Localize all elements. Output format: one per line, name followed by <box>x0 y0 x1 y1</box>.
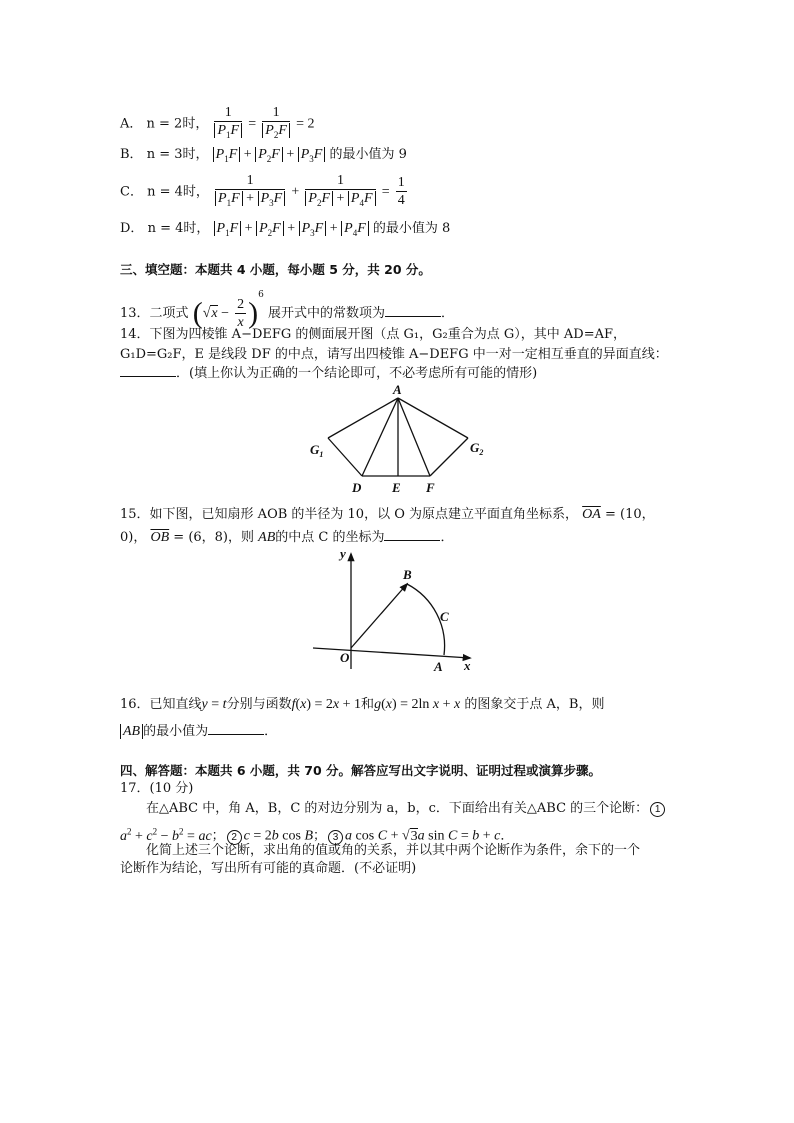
q17-line1-text: 在△ABC 中，角 A，B，C 的对边分别为 a，b，c．下面给出有关△ABC 的三个论断： <box>146 801 649 816</box>
choice-c-quarter: $\frac{1}{4}$ <box>397 175 405 209</box>
q14-answer-blank <box>120 364 176 377</box>
q16-p2: 分别与函数 <box>226 697 292 712</box>
q17-line3: 化简上述三个论断，求出角的值或角的关系，并以其中两个论断作为条件，余下的一个 <box>146 843 641 858</box>
label-g2: $G_2$ <box>470 440 484 457</box>
edge-g1-d <box>328 438 362 476</box>
q16-p4: 的图象交于点 A，B，则 <box>464 697 605 712</box>
q17-line4: 论断作为结论，写出所有可能的真命题．(不必证明) <box>120 861 417 876</box>
q15-line1 <box>120 506 655 524</box>
label-f: F <box>426 480 435 495</box>
q15-line2a: 0)， <box>120 530 147 545</box>
choice-c-frac1: $\frac{1}{P_1F + P_3F}$ <box>215 172 285 212</box>
q16-p3: 和 <box>361 697 375 712</box>
pyramid-net-figure <box>300 380 500 498</box>
q16-line2: AB 的最小值为 ． <box>120 722 277 741</box>
q16-p1: 16．已知直线 <box>120 697 202 712</box>
q17-title: 17．(10 分) <box>120 781 194 796</box>
choice-c-label: C． <box>120 184 143 200</box>
label-g1: $G_1$ <box>310 442 324 459</box>
choice-a-frac2: $\frac{1}{P_2F}$ <box>262 104 290 144</box>
choice-a-frac1: $\frac{1}{P_1F}$ <box>214 104 242 144</box>
q14-line2: G₁D=G₂F，E 是线段 DF 的中点，请写出四棱锥 A−DEFG 中一对一定相互垂直的异面直线： <box>120 347 668 362</box>
label-x: x <box>464 658 471 673</box>
q13-suffix: 展开式中的常数项为 <box>268 306 386 321</box>
q15-line1-text: 15．如下图，已知扇形 AOB 的半径为 10，以 O 为原点建立平面直角坐标系， <box>120 507 579 522</box>
q15-end: ． <box>440 530 454 545</box>
q15-answer-blank <box>384 528 440 541</box>
edge-a-g2 <box>398 398 468 438</box>
edge-a-f <box>398 398 430 476</box>
q15-line1b: = (10， <box>604 507 655 522</box>
choice-b-tail: 的最小值为 9 <box>329 147 407 162</box>
label-o: O <box>340 650 350 665</box>
section4-heading: 四、解答题：本题共 6 小题，共 70 分。解答应写出文字说明、证明过程或演算步骤。 <box>120 763 602 778</box>
edge-g2-f <box>430 438 468 476</box>
q15-line2b: = (6，8)，则 <box>173 530 255 545</box>
choice-c-tail: = <box>381 184 390 200</box>
q16-line1: 16．已知直线y = t分别与函数f(x) = 2x + 1和g(x) = 2ln x + x 的图象交于点 A，B，则 <box>120 697 605 712</box>
q17-line2: $a^2 + c^2 - b^2$ = ac； 2 c = 2b cos B； 3 a cos C + √3a sin C = b + c． <box>120 826 514 844</box>
q17-line1: 在△ABC 中，角 A，B，C 的对边分别为 a，b，c．下面给出有关△ABC 的三个论断： 1 <box>146 800 667 818</box>
radius-ob <box>351 584 407 648</box>
label-a: A <box>434 659 443 674</box>
choice-b-label: B． <box>120 147 143 162</box>
choice-d-label: D． <box>120 221 144 236</box>
choice-a-label: A． <box>120 116 143 132</box>
q14-line1: 14．下图为四棱锥 A−DEFG 的侧面展开图（点 G₁，G₂重合为点 G），其中 AD=AF， <box>120 327 626 342</box>
label-a: A <box>393 382 402 397</box>
choice-b: B． n = 3时， $P_1F + P_2F + P_3F$ 的最小值为 9 <box>120 147 407 164</box>
x-axis <box>313 648 470 658</box>
edge-a-g1 <box>328 398 398 438</box>
choice-c: C． n = 4时， $\frac{1}{P_1F + P_3F}$ + $\frac{1}{P_2F + P_4F}$ = $\frac{1}{4}$ <box>120 172 409 212</box>
choice-a: A． n = 2时， $\frac{1}{P_1F}$ = $\frac{1}{P_2F}$ = 2 <box>120 104 314 144</box>
section3-heading: 三、填空题：本题共 4 小题，每小题 5 分，共 20 分。 <box>120 262 431 277</box>
choice-d-tail: 的最小值为 8 <box>372 221 451 236</box>
q13-prefix: 13．二项式 <box>120 306 189 321</box>
q16-end: ． <box>264 724 278 739</box>
q13-end: ． <box>441 306 455 321</box>
arc-ab-curve <box>407 584 445 655</box>
edge-a-d <box>362 398 398 476</box>
q15-line2c: 的中点 C 的坐标为 <box>275 530 385 545</box>
label-e: E <box>392 480 401 495</box>
q13-answer-blank <box>385 304 441 317</box>
arc-ab: AB <box>258 530 276 545</box>
label-d: D <box>352 480 362 495</box>
question-13: 13．二项式 (√x − $\frac{2}{x}$ )$^6$ 展开式中的常数项为 ． <box>120 290 455 330</box>
choice-c-cond: n = 4时， <box>147 184 209 200</box>
label-b: B <box>403 567 412 582</box>
choice-b-cond: n = 3时， <box>146 147 209 162</box>
q13-frac: $\frac{2}{x}$ <box>237 297 245 330</box>
vector-ob: $\overline{OB}$ <box>150 530 170 545</box>
choice-a-cond: n = 2时， <box>146 116 209 132</box>
sector-figure <box>310 544 490 676</box>
label-c: C <box>440 609 449 624</box>
q16-p5: 的最小值为 <box>143 724 209 739</box>
choice-c-frac2: $\frac{1}{P_2F + P_4F}$ <box>305 172 375 212</box>
choice-d: D． n = 4时， $P_1F + P_2F + P_3F + P_4F$ 的最小值为 8 <box>120 221 451 238</box>
q14-line3-text: ．(填上你认为正确的一个结论即可，不必考虑所有可能的情形) <box>176 366 538 381</box>
q16-answer-blank <box>208 722 264 735</box>
vector-oa: $\overline{OA}$ <box>582 507 601 522</box>
label-y: y <box>340 546 346 561</box>
choice-a-tail: = 2 <box>296 116 315 132</box>
choice-d-cond: n = 4时， <box>147 221 210 236</box>
